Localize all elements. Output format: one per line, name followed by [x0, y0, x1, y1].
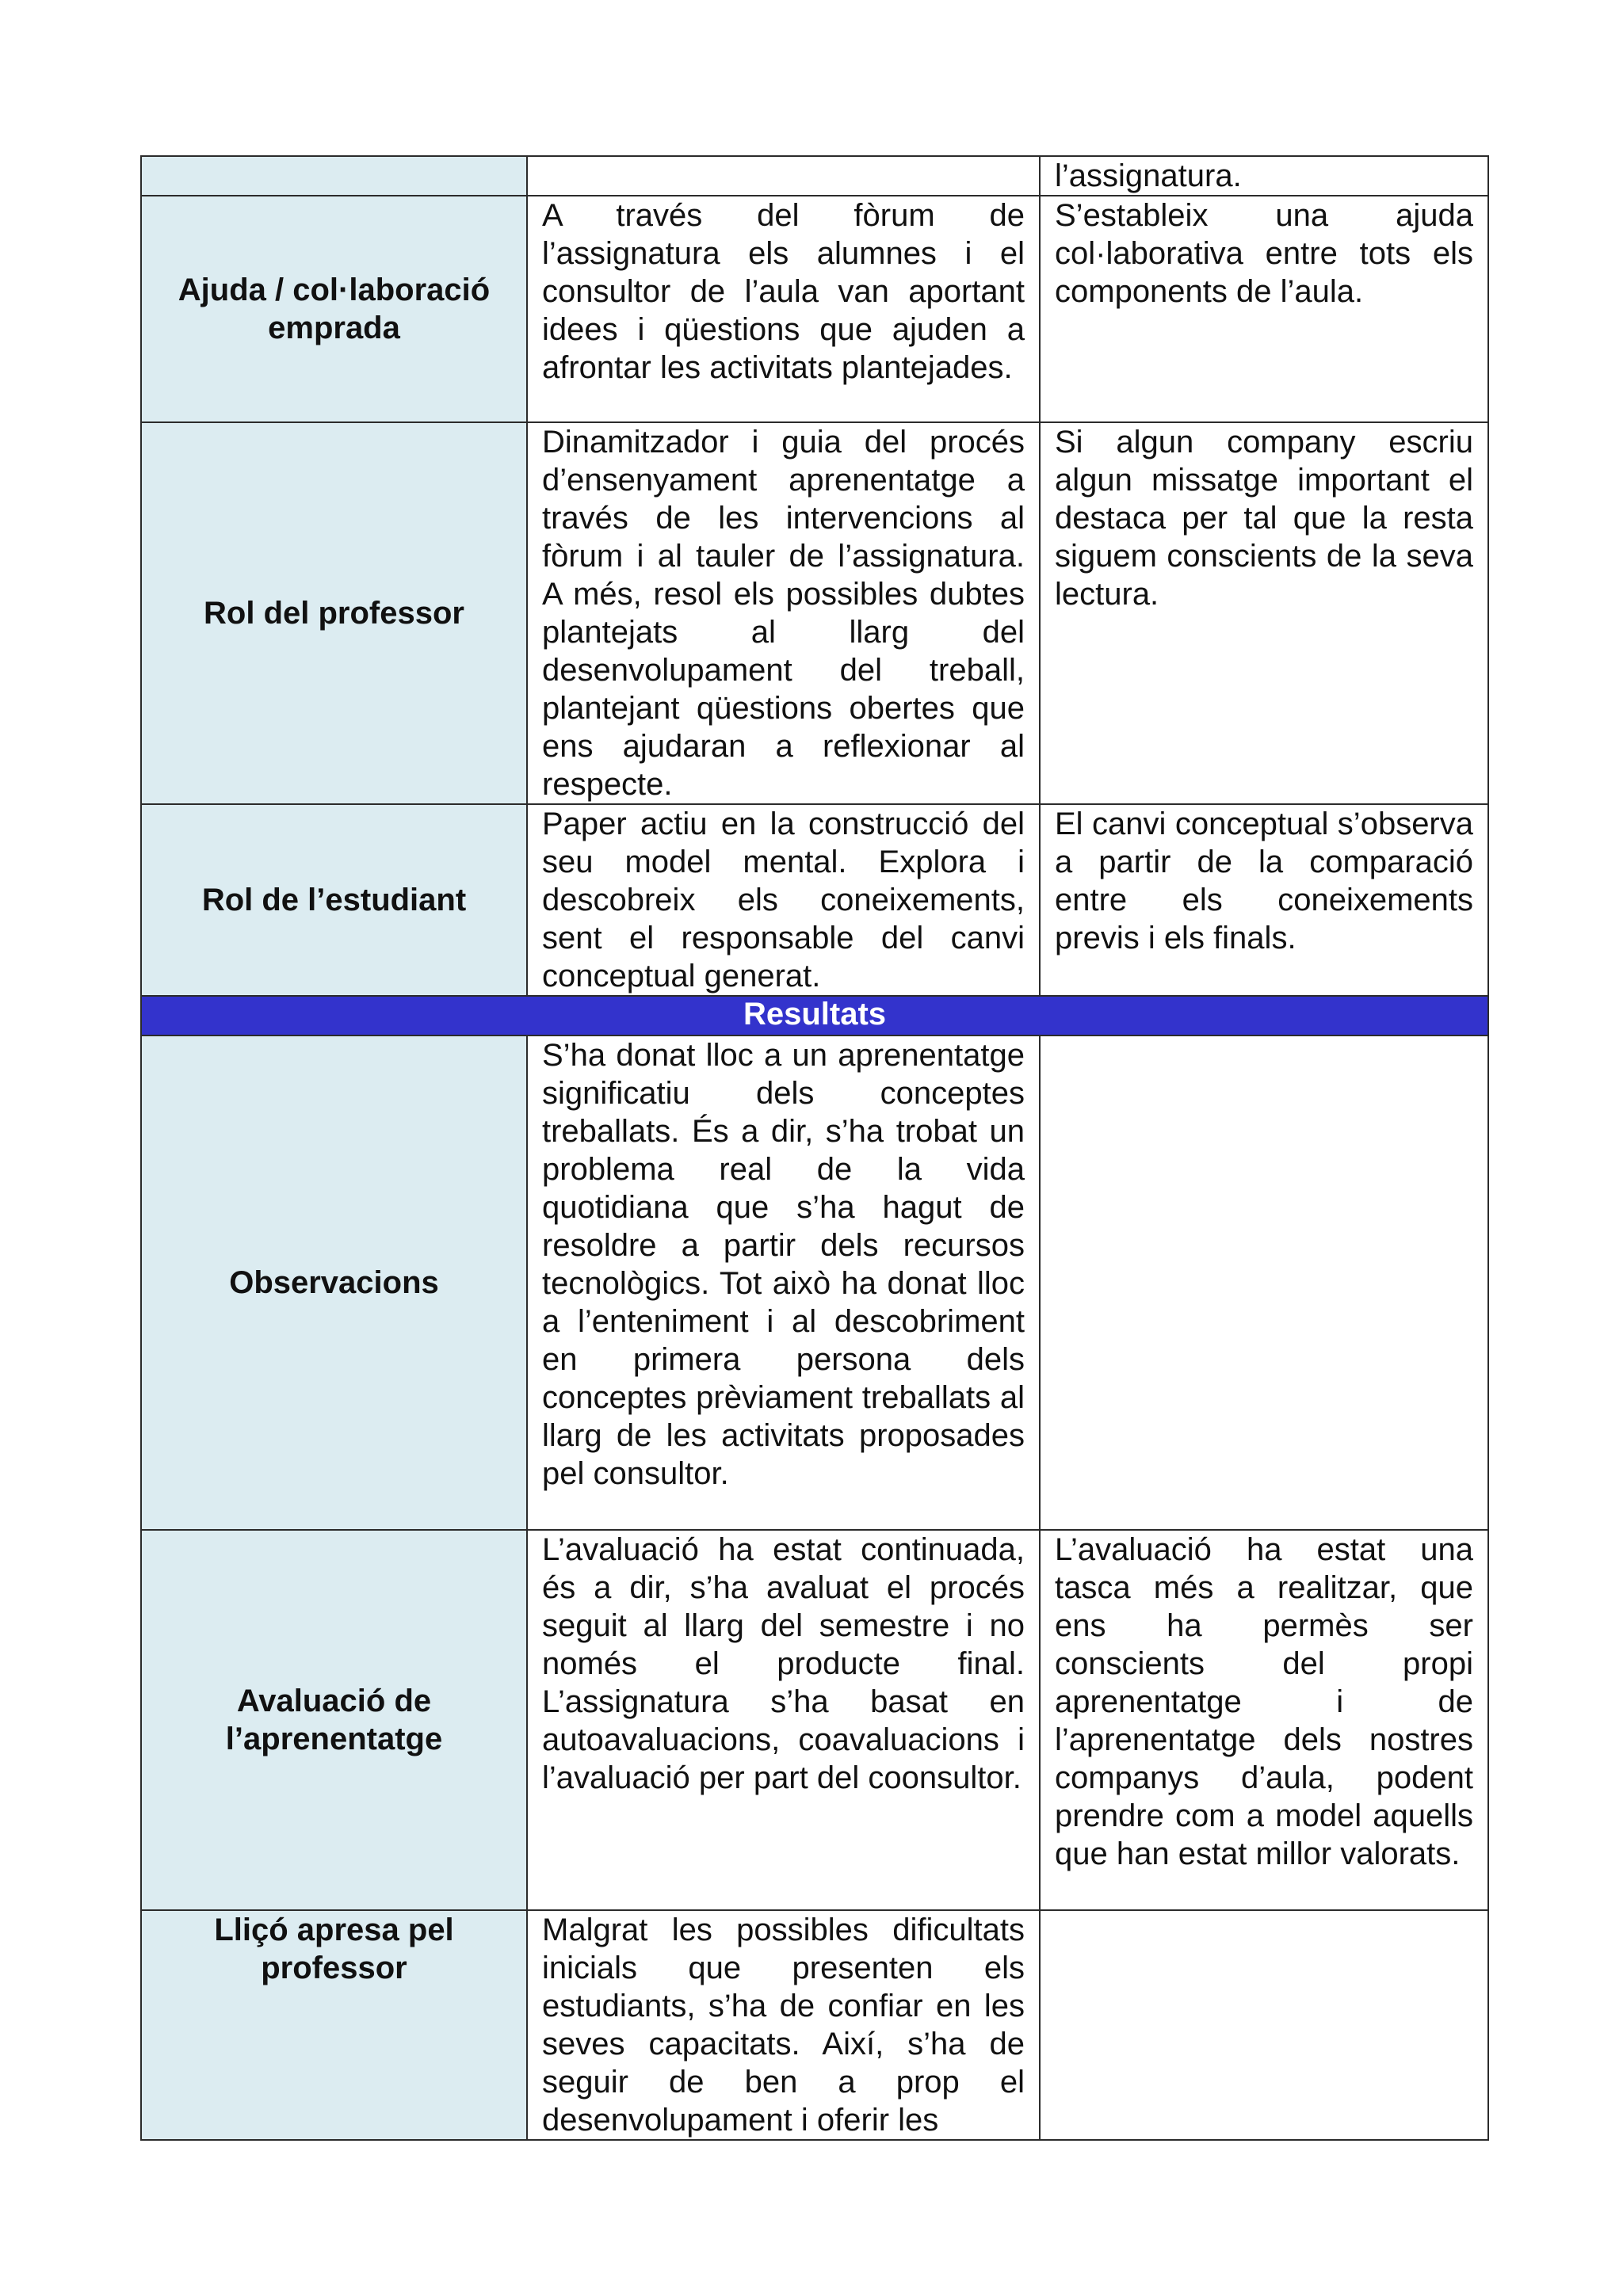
row-description-rol-estudiant: Paper actiu en la construcció del seu model mental. Explora i descobreix els coneixements, sent el responsable del canvi conceptual generat. [527, 804, 1040, 996]
row-label-observacions: Observacions [141, 1035, 527, 1530]
row-description-avaluacio: L’avaluació ha estat continuada, és a dir, s’ha avaluat el procés seguit al llarg del semestre i no només el producte final. L’assignatura s’ha basat en autoavaluacions, coavaluacions i l’avaluació per part del coonsultor. [527, 1530, 1040, 1910]
row-comment-avaluacio: L’avaluació ha estat una tasca més a realitzar, que ens ha permès ser conscients del propi aprenentatge i de l’aprenentatge dels nostres companys d’aula, podent prendre com a model aquells que han estat millor valorats. [1040, 1530, 1488, 1910]
row-label-llico: Lliçó apresa pel professor [141, 1910, 527, 2140]
row-label-rol-estudiant: Rol de l’estudiant [141, 804, 527, 996]
table-row-rol-professor [141, 422, 1488, 804]
row-comment-rol-estudiant: El canvi conceptual s’observa a partir de la comparació entre els coneixements previs i els finals. [1040, 804, 1488, 996]
row-label [141, 156, 527, 196]
row-description-rol-professor: Dinamitzador i guia del procés d’ensenyament aprenentatge a través de les intervencions al fòrum i al tauler de l’assignatura. A més, resol els possibles dubtes plantejats al llarg del desenvolupament del treball, plantejant qüestions obertes que ens ajudaran a reflexionar al respecte. [527, 422, 1040, 804]
row-description-observacions: S’ha donat lloc a un aprenentatge significatiu dels conceptes treballats. És a dir, s’ha trobat un problema real de la vida quotidiana que s’ha hagut de resoldre a partir dels recursos tecnològics. Tot això ha donat lloc a l’enteniment i al descobriment en primera persona dels conceptes prèviament treballats al llarg de les activitats proposades pel consultor. [527, 1035, 1040, 1530]
row-comment: l’assignatura. [1040, 156, 1488, 196]
row-label-ajuda: Ajuda / col·laboració emprada [141, 196, 527, 422]
row-comment-rol-professor: Si algun company escriu algun missatge important el destaca per tal que la resta siguem conscients de la seva lectura. [1040, 422, 1488, 804]
row-comment-llico [1040, 1910, 1488, 2140]
table-row-observacions [141, 1035, 1488, 1530]
section-header-row [141, 996, 1488, 1035]
table-row-ajuda [141, 196, 1488, 422]
row-description-llico: Malgrat les possibles dificultats inicials que presenten els estudiants, s’ha de confiar en les seves capacitats. Així, s’ha de seguir de ben a prop el desenvolupament i oferir les [527, 1910, 1040, 2140]
section-header-resultats: Resultats [141, 996, 1488, 1035]
row-description-ajuda: A través del fòrum de l’assignatura els alumnes i el consultor de l’aula van aportant idees i qüestions que ajuden a afrontar les activitats plantejades. [527, 196, 1040, 422]
row-comment-ajuda: S’estableix una ajuda col·laborativa entre tots els components de l’aula. [1040, 196, 1488, 422]
row-label-rol-professor: Rol del professor [141, 422, 527, 804]
table-row-llico [141, 1910, 1488, 2140]
row-label-avaluacio: Avaluació de l’aprenentatge [141, 1530, 527, 1910]
row-comment-observacions [1040, 1035, 1488, 1530]
row-description [527, 156, 1040, 196]
table-row-avaluacio [141, 1530, 1488, 1910]
evaluation-table [140, 155, 1489, 2141]
table-row-rol-estudiant [141, 804, 1488, 996]
table-row-continuation [141, 156, 1488, 196]
